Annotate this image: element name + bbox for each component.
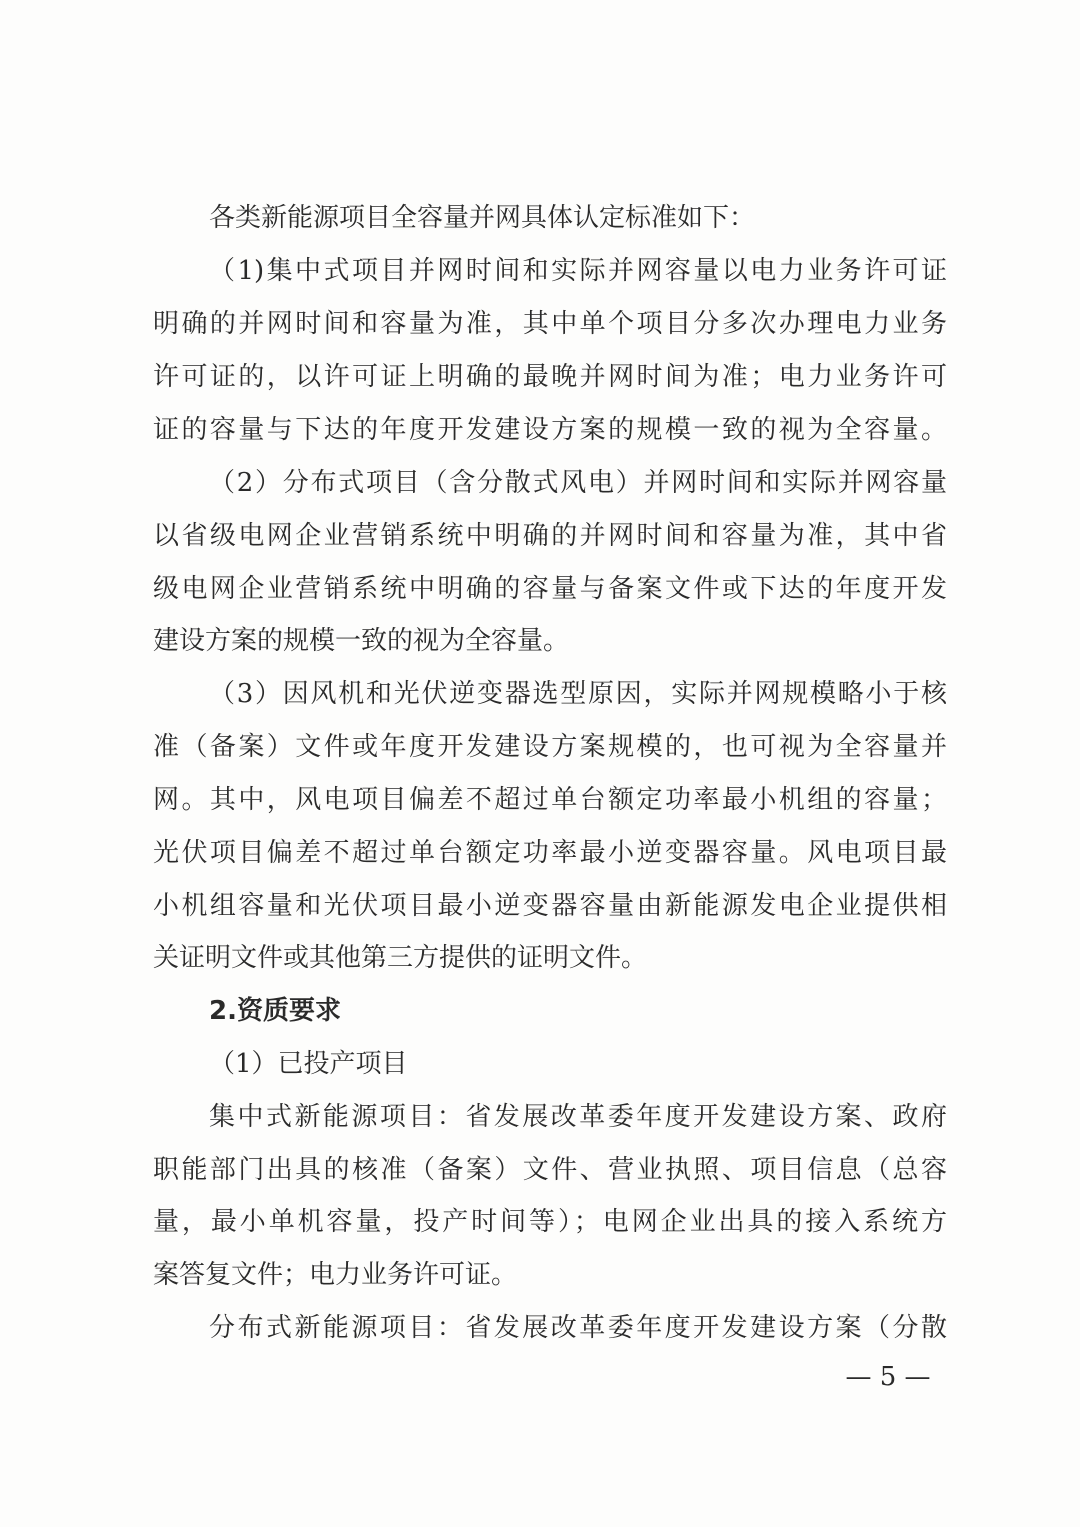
paragraph-line: 案答复文件；电力业务许可证。 (153, 1260, 518, 1290)
paragraph-line: 以省级电网企业营销系统中明确的并网时间和容量为准，其中省 (153, 521, 947, 551)
paragraph-line: 量，最小单机容量，投产时间等）；电网企业出具的接入系统方 (153, 1207, 947, 1237)
paragraph-line: 证的容量与下达的年度开发建设方案的规模一致的视为全容量。 (153, 415, 947, 445)
paragraph-line: 集中式新能源项目：省发展改革委年度开发建设方案、政府 (209, 1102, 947, 1132)
paragraph-line: 建设方案的规模一致的视为全容量。 (153, 626, 570, 656)
paragraph-line: 明确的并网时间和容量为准，其中单个项目分多次办理电力业务 (153, 309, 947, 339)
paragraph-line: 网。其中，风电项目偏差不超过单台额定功率最小机组的容量； (153, 785, 947, 815)
paragraph-line: （2）分布式项目（含分散式风电）并网时间和实际并网容量 (209, 468, 947, 498)
paragraph-line: 职能部门出具的核准（备案）文件、营业执照、项目信息（总容 (153, 1155, 947, 1185)
section-heading: 2.资质要求 (209, 996, 341, 1026)
paragraph-line: （1)集中式项目并网时间和实际并网容量以电力业务许可证 (209, 256, 947, 286)
paragraph-line: 级电网企业营销系统中明确的容量与备案文件或下达的年度开发 (153, 574, 947, 604)
paragraph-line: 分布式新能源项目：省发展改革委年度开发建设方案（分散 (209, 1313, 947, 1343)
paragraph-line: 许可证的，以许可证上明确的最晚并网时间为准；电力业务许可 (153, 362, 947, 392)
page-number: — 5 — (845, 1362, 931, 1392)
paragraph-line: 准（备案）文件或年度开发建设方案规模的，也可视为全容量并 (153, 732, 947, 762)
paragraph-line: （3）因风机和光伏逆变器选型原因，实际并网规模略小于核 (209, 679, 947, 709)
subsection-heading: （1）已投产项目 (209, 1049, 408, 1079)
paragraph-line: 关证明文件或其他第三方提供的证明文件。 (153, 943, 648, 973)
paragraph-line: 各类新能源项目全容量并网具体认定标准如下： (209, 203, 756, 233)
paragraph-line: 小机组容量和光伏项目最小逆变器容量由新能源发电企业提供相 (153, 891, 947, 921)
paragraph-line: 光伏项目偏差不超过单台额定功率最小逆变器容量。风电项目最 (153, 838, 947, 868)
